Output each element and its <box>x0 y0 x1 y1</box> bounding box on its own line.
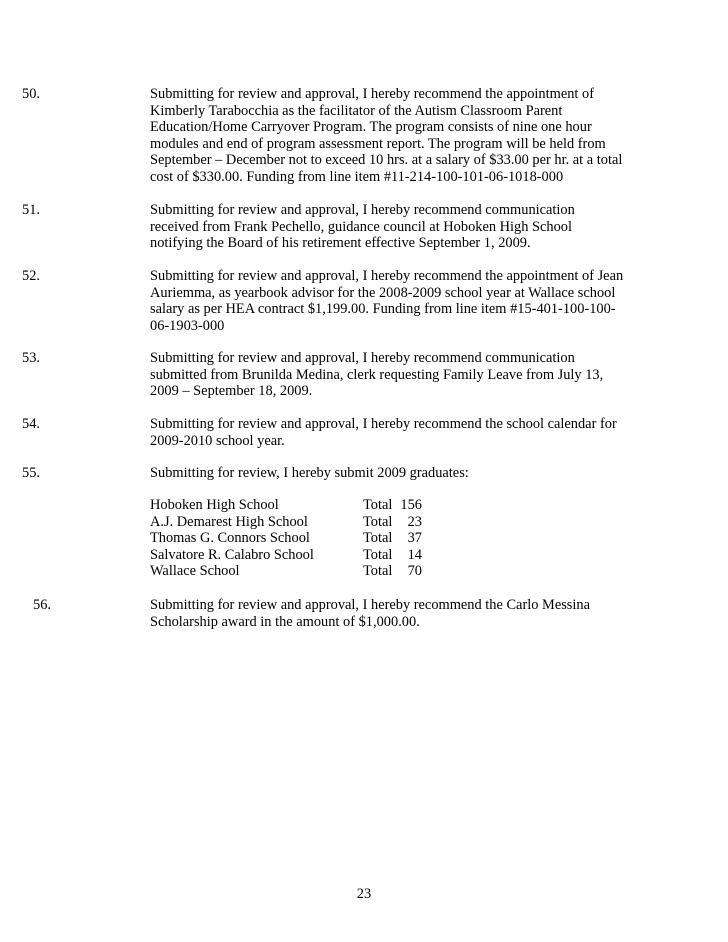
text-line: 06-1903-000 <box>150 317 225 334</box>
graduates-table <box>150 497 450 580</box>
text-line: 2009-2010 school year. <box>150 432 285 449</box>
total-label: Total <box>363 546 393 563</box>
text-line: Submitting for review and approval, I hereby recommend communication <box>150 202 575 218</box>
item-text <box>150 465 630 482</box>
item-number: 50. <box>22 86 40 102</box>
text-line: Submitting for review and approval, I hereby recommend the school calendar for <box>150 416 617 432</box>
graduates-row <box>150 497 450 514</box>
text-line: September – December not to exceed 10 hrs. at a salary of $33.00 per hr. at a total <box>150 152 623 169</box>
total-value: 37 <box>407 530 422 547</box>
total-value: 156 <box>400 497 422 513</box>
total-value: 23 <box>407 513 422 530</box>
item-number: 54. <box>22 416 40 432</box>
text-line: cost of $330.00. Funding from line item #11-214-100-101-06-1018-000 <box>150 168 564 185</box>
text-line: notifying the Board of his retirement effective September 1, 2009. <box>150 235 531 252</box>
school-name: A.J. Demarest High School <box>150 513 308 530</box>
item-number: 53. <box>22 350 40 366</box>
text-line: Kimberly Tarabocchia as the facilitator of the Autism Classroom Parent <box>150 102 563 119</box>
item-number: 55. <box>22 465 40 481</box>
total-label: Total <box>363 530 393 547</box>
graduates-row <box>150 514 450 531</box>
school-name: Thomas G. Connors School <box>150 530 310 547</box>
total-value: 14 <box>407 546 422 563</box>
text-line: Submitting for review and approval, I hereby recommend the appointment of <box>150 86 594 102</box>
text-line: Submitting for review and approval, I hereby recommend the Carlo Messina <box>150 597 590 613</box>
total-label: Total <box>363 513 393 530</box>
school-name: Wallace School <box>150 563 240 580</box>
total-label: Total <box>363 497 393 513</box>
text-line: Submitting for review, I hereby submit 2009 graduates: <box>150 465 469 481</box>
school-name: Salvatore R. Calabro School <box>150 546 314 563</box>
page-number: 23 <box>356 886 372 902</box>
text-line: 2009 – September 18, 2009. <box>150 383 313 400</box>
text-line: modules and end of program assessment report. The program will be held from <box>150 135 606 152</box>
text-line: Submitting for review and approval, I hereby recommend the appointment of Jean <box>150 268 624 284</box>
item-text <box>150 268 630 334</box>
graduates-row <box>150 547 450 564</box>
text-line: Scholarship award in the amount of $1,000.00. <box>150 613 420 630</box>
graduates-row <box>150 530 450 547</box>
item-text <box>150 597 630 630</box>
item-text <box>150 416 630 449</box>
total-value: 70 <box>407 563 422 580</box>
school-name: Hoboken High School <box>150 497 279 513</box>
text-line: submitted from Brunilda Medina, clerk requesting Family Leave from July 13, <box>150 366 604 383</box>
text-line: Submitting for review and approval, I hereby recommend communication <box>150 350 575 366</box>
graduates-row <box>150 563 450 580</box>
total-label: Total <box>363 563 393 580</box>
text-line: received from Frank Pechello, guidance council at Hoboken High School <box>150 218 573 235</box>
item-text <box>150 86 630 186</box>
text-line: Auriemma, as yearbook advisor for the 2008-2009 school year at Wallace school <box>150 284 616 301</box>
item-text <box>150 202 630 252</box>
item-number: 56. <box>33 597 51 613</box>
item-number: 52. <box>22 268 40 284</box>
text-line: salary as per HEA contract $1,199.00. Funding from line item #15-401-100-100- <box>150 301 616 318</box>
item-text <box>150 350 630 400</box>
text-line: Education/Home Carryover Program. The program consists of nine one hour <box>150 119 592 136</box>
item-number: 51. <box>22 202 40 218</box>
